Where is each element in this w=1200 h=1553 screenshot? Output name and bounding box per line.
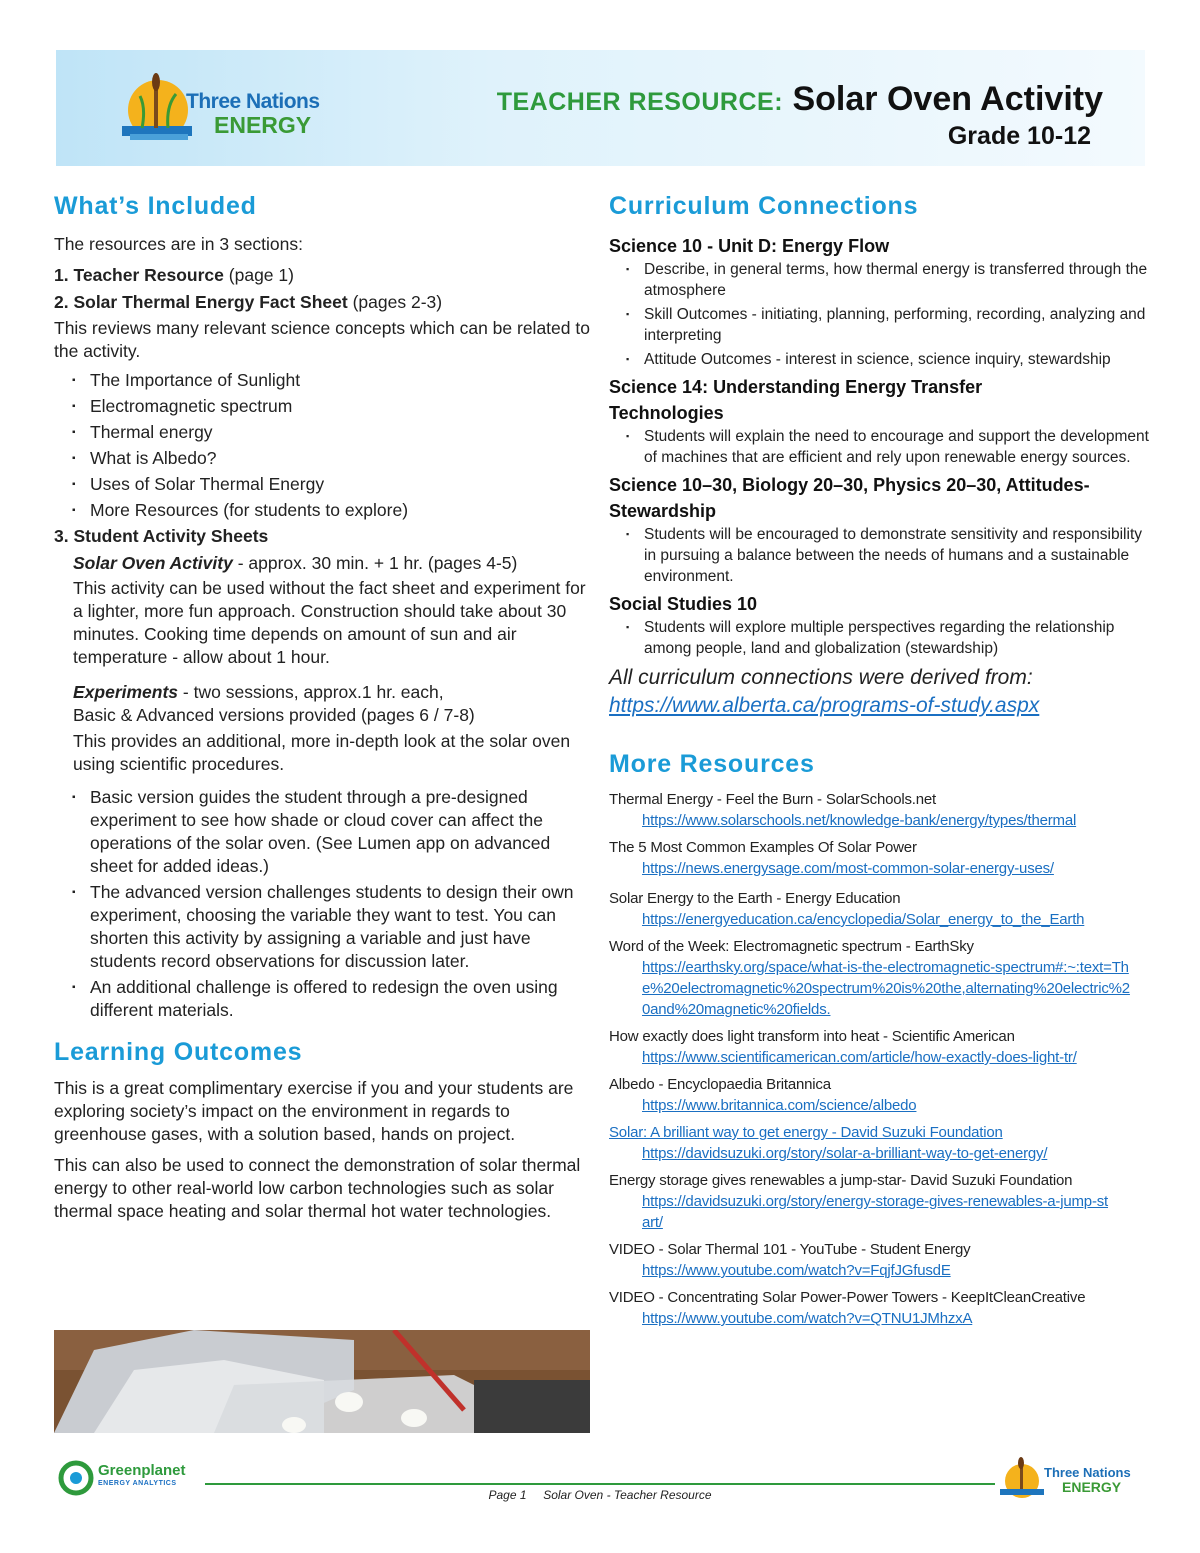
experiments-line bbox=[73, 681, 594, 704]
curriculum-unit bbox=[609, 374, 1149, 468]
resource-link[interactable]: https://www.youtube.com/watch?v=QTNU1JMhzxA bbox=[642, 1310, 973, 1327]
resource-link[interactable]: https://news.energysage.com/most-common-solar-energy-uses/ bbox=[642, 860, 1054, 877]
sun-reeds-icon bbox=[122, 68, 192, 148]
brand-name-line2: ENERGY bbox=[214, 112, 312, 138]
list-item: ▪ Uses of Solar Thermal Energy bbox=[54, 473, 594, 496]
resource-title: Energy storage gives renewables a jump-star- David Suzuki Foundation bbox=[609, 1172, 1073, 1189]
list-item: ▪ Basic version guides the student through a pre-designed experiment to see how shade or cloud cover can affect the operations of the solar oven. (See Lumen app on advanced sheet for added ideas.) bbox=[54, 786, 594, 878]
list-item bbox=[609, 936, 1149, 1020]
resource-link[interactable]: https://earthsky.org/space/what-is-the-electromagnetic-spectrum#:~:text=The%20electromagnetic%20spectrum%20is%20the,alternating%20electric%20and%20magnetic%20fields. bbox=[642, 959, 1130, 1018]
list-item: ▪ Students will explore multiple perspectives regarding the relationship among people, land and globalization (stewardship) bbox=[609, 617, 1149, 659]
section-2-title: 2. Solar Thermal Energy Fact Sheet bbox=[54, 292, 348, 312]
unit-title: Social Studies 10 bbox=[609, 594, 758, 614]
oven-activity-time: - approx. 30 min. + 1 hr. (pages 4-5) bbox=[237, 553, 518, 573]
list-item bbox=[609, 837, 1149, 879]
section-2-desc: This reviews many relevant science concepts which can be related to the activity. bbox=[54, 318, 590, 361]
brand-name-line1: Three Nations bbox=[186, 90, 320, 113]
footer-brand-line2: ENERGY bbox=[1062, 1479, 1122, 1495]
experiments-desc: This provides an additional, more in-depth look at the solar oven using scientific procedures. bbox=[73, 731, 571, 774]
resource-title: VIDEO - Concentrating Solar Power-Power Towers - KeepItCleanCreative bbox=[609, 1289, 1086, 1306]
resource-title: How exactly does light transform into heat - Scientific American bbox=[609, 1028, 1015, 1045]
list-item bbox=[609, 1026, 1149, 1068]
oven-activity-line bbox=[73, 552, 594, 575]
section-2-pages: (pages 2-3) bbox=[352, 292, 443, 312]
topic-list bbox=[54, 369, 594, 522]
curriculum-unit bbox=[609, 591, 1149, 659]
list-item: ▪ Students will explain the need to encourage and support the development of machines that are efficient and rely upon renewable energy sources. bbox=[609, 426, 1149, 468]
list-item: ▪ Describe, in general terms, how thermal energy is transferred through the atmosphere bbox=[609, 259, 1149, 301]
outcomes-paragraph-1: This is a great complimentary exercise if you and your students are exploring society’s impact on the environment in regards to greenhouse gases, with a solution based, hands on project. bbox=[54, 1078, 574, 1144]
curriculum-unit bbox=[609, 472, 1149, 587]
sun-reeds-icon bbox=[1000, 1455, 1044, 1499]
partner-sub: ENERGY ANALYTICS bbox=[98, 1480, 177, 1487]
section-1-title: 1. Teacher Resource bbox=[54, 265, 224, 285]
curriculum-unit bbox=[609, 233, 1149, 370]
list-item: ▪ Electromagnetic spectrum bbox=[54, 395, 594, 418]
experiment-points bbox=[54, 786, 594, 1022]
section-3-title: 3. Student Activity Sheets bbox=[54, 526, 269, 546]
doc-name: Solar Oven - Teacher Resource bbox=[543, 1488, 712, 1502]
resource-title: Albedo - Encyclopaedia Britannica bbox=[609, 1076, 831, 1093]
footer-brand-logo bbox=[1000, 1455, 1150, 1500]
oven-activity-title: Solar Oven Activity bbox=[73, 553, 233, 573]
whats-included-heading: What’s Included bbox=[54, 192, 257, 220]
footer-brand-line1: Three Nations bbox=[1044, 1465, 1131, 1480]
resource-link[interactable]: https://www.solarschools.net/knowledge-bank/energy/types/thermal bbox=[642, 812, 1077, 829]
oven-activity-desc: This activity can be used without the fact sheet and experiment for a lighter, more fun approach. Construction should take about 30 minutes. Cooking time depends on amount of sun and air temperature - allow about 1 hour. bbox=[73, 578, 586, 667]
list-item: ▪ More Resources (for students to explore) bbox=[54, 499, 594, 522]
resource-link[interactable]: https://www.scientificamerican.com/article/how-exactly-does-light-tr/ bbox=[642, 1049, 1077, 1066]
resource-title[interactable]: Solar: A brilliant way to get energy - David Suzuki Foundation bbox=[609, 1124, 1003, 1141]
resource-link[interactable]: https://www.youtube.com/watch?v=FqjfJGfusdE bbox=[642, 1262, 951, 1279]
resource-link[interactable]: https://energyeducation.ca/encyclopedia/Solar_energy_to_the_Earth bbox=[642, 911, 1085, 928]
section-1 bbox=[54, 264, 594, 287]
title-lead: TEACHER RESOURCE: bbox=[496, 88, 784, 116]
header-banner bbox=[56, 50, 1145, 166]
resource-list bbox=[609, 789, 1149, 1329]
list-item: ▪ Students will be encouraged to demonstrate sensitivity and responsibility in pursuing a balance between the needs of humans and a sustainable environment. bbox=[609, 524, 1149, 587]
experiments-versions: Basic & Advanced versions provided (pages 6 / 7-8) bbox=[73, 705, 475, 725]
resource-title: VIDEO - Solar Thermal 101 - YouTube - Student Energy bbox=[609, 1241, 971, 1258]
list-item bbox=[609, 789, 1149, 831]
derived-note: All curriculum connections were derived from: bbox=[609, 666, 1033, 689]
resource-link[interactable]: https://davidsuzuki.org/story/solar-a-brilliant-way-to-get-energy/ bbox=[642, 1145, 1048, 1162]
list-item: ▪ The advanced version challenges students to design their own experiment, choosing the variable they want to test. You can shorten this activity by assigning a variable and just have students record observations for discussion later. bbox=[54, 881, 594, 973]
resource-title: Thermal Energy - Feel the Burn - SolarSchools.net bbox=[609, 791, 937, 808]
list-item: ▪ The Importance of Sunlight bbox=[54, 369, 594, 392]
experiments-time: - two sessions, approx.1 hr. each, bbox=[182, 682, 444, 702]
list-item bbox=[609, 888, 1149, 930]
page-number: Page 1 bbox=[488, 1488, 527, 1502]
title-main: Solar Oven Activity bbox=[792, 80, 1103, 118]
list-item: ▪ Skill Outcomes - initiating, planning, performing, recording, analyzing and interpreting bbox=[609, 304, 1149, 346]
resource-link[interactable]: https://davidsuzuki.org/story/energy-storage-gives-renewables-a-jump-start/ bbox=[642, 1193, 1109, 1231]
unit-title: Science 14: Understanding Energy Transfer Technologies bbox=[609, 377, 983, 423]
list-item bbox=[609, 1074, 1149, 1116]
right-column bbox=[609, 192, 1149, 1329]
list-item bbox=[609, 1287, 1149, 1329]
page-title bbox=[497, 80, 1103, 119]
curriculum-heading: Curriculum Connections bbox=[609, 192, 919, 220]
resource-link[interactable]: https://www.britannica.com/science/albedo bbox=[642, 1097, 917, 1114]
resource-title: The 5 Most Common Examples Of Solar Power bbox=[609, 839, 917, 856]
unit-title: Science 10–30, Biology 20–30, Physics 20–30, Attitudes-Stewardship bbox=[609, 475, 1090, 521]
more-resources-heading: More Resources bbox=[609, 750, 815, 778]
experiments-title: Experiments bbox=[73, 682, 179, 702]
partner-name: Greenplanet bbox=[98, 1462, 186, 1479]
list-item: ▪ What is Albedo? bbox=[54, 447, 594, 470]
list-item: ▪ Attitude Outcomes - interest in science, science inquiry, stewardship bbox=[609, 349, 1149, 370]
section-1-pages: (page 1) bbox=[228, 265, 294, 285]
three-nations-logo bbox=[122, 68, 362, 148]
unit-title: Science 10 - Unit D: Energy Flow bbox=[609, 236, 890, 256]
list-item: ▪ Thermal energy bbox=[54, 421, 594, 444]
derived-link[interactable]: https://www.alberta.ca/programs-of-study.aspx bbox=[609, 694, 1040, 717]
outcomes-paragraph-2: This can also be used to connect the demonstration of solar thermal energy to other real-world low carbon technologies such as solar thermal space heating and solar thermal hot water technologies. bbox=[54, 1155, 581, 1221]
list-item bbox=[609, 1122, 1149, 1164]
learning-outcomes-heading: Learning Outcomes bbox=[54, 1038, 303, 1066]
list-item bbox=[609, 1170, 1149, 1233]
solar-oven-image bbox=[54, 1330, 590, 1433]
resource-title: Solar Energy to the Earth - Energy Education bbox=[609, 890, 901, 907]
included-intro: The resources are in 3 sections: bbox=[54, 234, 304, 254]
solar-oven-photo bbox=[54, 1330, 590, 1433]
left-column bbox=[54, 192, 594, 1223]
list-item: ▪ An additional challenge is offered to redesign the oven using different materials. bbox=[54, 976, 594, 1022]
section-2 bbox=[54, 291, 594, 314]
footer-divider bbox=[205, 1483, 995, 1485]
list-item bbox=[609, 1239, 1149, 1281]
activity-sheets bbox=[54, 552, 594, 776]
grade-label: Grade 10-12 bbox=[947, 122, 1091, 150]
resource-title: Word of the Week: Electromagnetic spectrum - EarthSky bbox=[609, 938, 974, 955]
